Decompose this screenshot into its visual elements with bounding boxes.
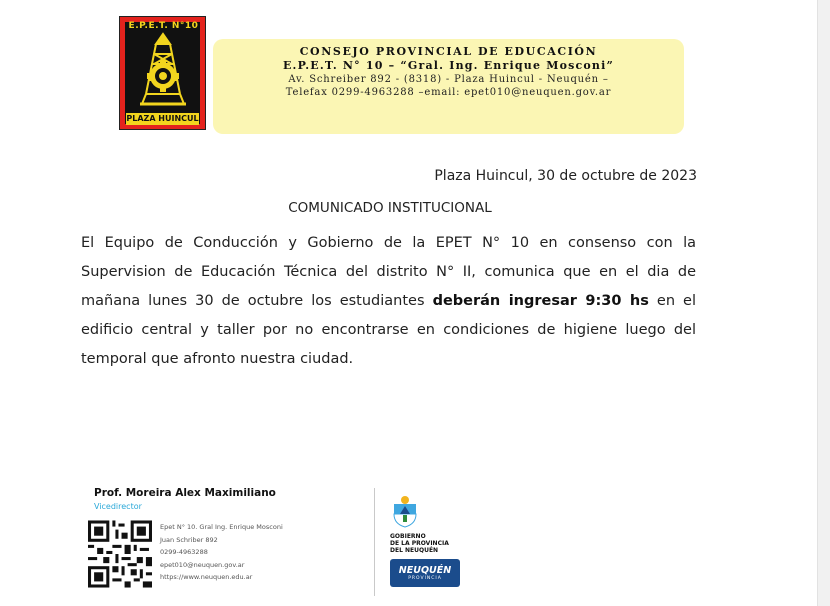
province-coat-of-arms-icon <box>390 494 420 528</box>
oil-derrick-icon <box>132 32 194 112</box>
header-school: E.P.E.T. N° 10 – “Gral. Ing. Enrique Mosconi” <box>282 59 615 72</box>
document-title: COMUNICADO INSTITUCIONAL <box>288 200 492 216</box>
document-date: Plaza Huincul, 30 de octubre de 2023 <box>434 168 697 184</box>
signature-info-line: 0299-4963288 <box>160 548 208 556</box>
signature-role: Vicedirector <box>94 502 142 511</box>
gov-line3: DEL NEUQUÉN <box>390 547 439 554</box>
school-logo <box>119 16 206 130</box>
vertical-scrollbar[interactable] <box>817 0 830 606</box>
letterhead-banner <box>213 39 684 134</box>
signature-info-line: https://www.neuquen.edu.ar <box>160 573 253 581</box>
document-body <box>81 229 696 374</box>
badge-main-text: NEUQUÉN <box>398 565 452 576</box>
signature-name: Prof. Moreira Alex Maximiliano <box>94 487 276 499</box>
logo-bottom-text: PLAZA HUINCUL <box>126 114 199 123</box>
signature-info-line: epet010@neuquen.gov.ar <box>160 560 245 569</box>
signature-divider <box>374 488 375 596</box>
signature-info-line: Juan Schriber 892 <box>160 535 218 544</box>
body-text-bold: deberán ingresar 9:30 hs <box>432 293 649 309</box>
header-council: CONSEJO PROVINCIAL DE EDUCACIÓN <box>299 45 598 58</box>
logo-top-text: E.P.E.T. N°10 <box>128 21 199 31</box>
body-text-part1: El Equipo de Conducción y Gobierno de la EPET N° 10 en consenso con la Supervision de Educación Técnica del distrito N° II, comunica que en el dia de mañana lunes 30 de octubre los estudiantes <box>81 235 696 309</box>
neuquen-province-badge <box>390 559 460 587</box>
header-address: Av. Schreiber 892 - (8318) - Plaza Huincul - Neuquén – <box>288 74 609 85</box>
signature-info-line: Epet N° 10. Gral Ing. Enrique Mosconi <box>160 523 283 531</box>
qr-code-icon <box>88 520 152 588</box>
gov-line2: DE LA PROVINCIA <box>390 540 449 547</box>
signature-contact-info <box>160 521 283 584</box>
gov-name <box>390 533 449 554</box>
body-text-part2: en el edificio central y taller por no encontrarse en condiciones de higiene luego del temporal que afronto nuestra ciudad. <box>81 293 696 367</box>
gov-line1: GOBIERNO <box>390 533 426 540</box>
badge-sub-text: PROVINCIA <box>408 576 442 581</box>
header-contact: Telefax 0299-4963288 –email: epet010@neuquen.gov.ar <box>285 87 612 98</box>
